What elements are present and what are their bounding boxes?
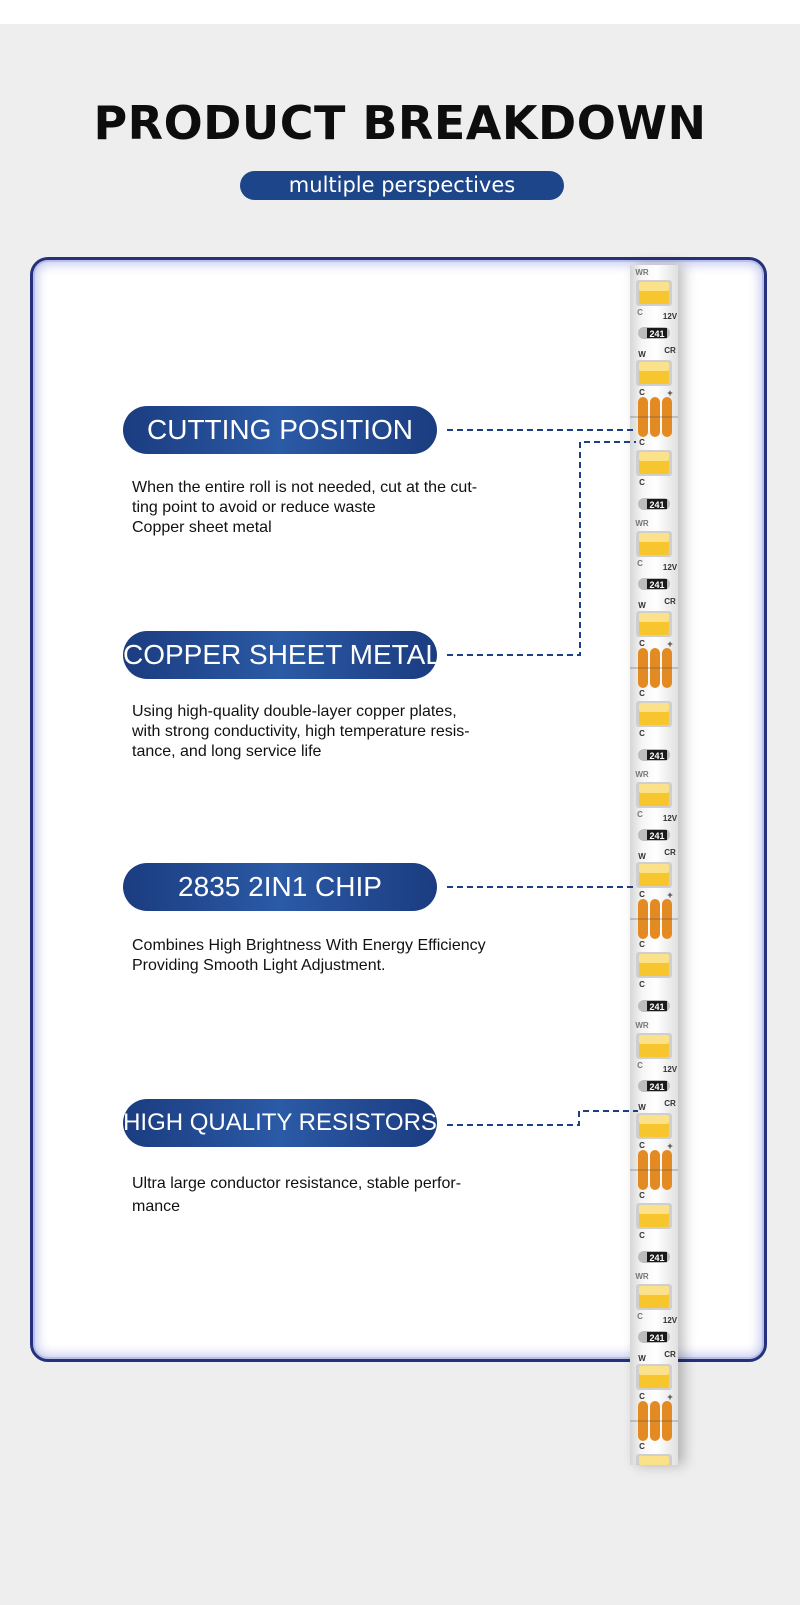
description-line: Ultra large conductor resistance, stable perfor- [132,1175,462,1192]
strip-label: C [637,1061,643,1070]
strip-label: C [639,1392,645,1401]
strip-label: + [667,1141,673,1151]
description-line: mance [132,1198,181,1215]
strip-label: C [639,1191,645,1200]
strip-label: WR [635,1021,649,1030]
strip-label: CR [664,597,676,606]
resistor-code: 241 [649,751,665,761]
description-line: When the entire roll is not needed, cut at the cut- [132,479,478,496]
strip-label: C [639,438,645,447]
resistor-code: 241 [649,1082,665,1092]
strip-label: C [639,940,645,949]
strip-label: C [637,559,643,568]
voltage-label: 12V [662,312,678,321]
resistors-badge: HIGH QUALITY RESISTORS [123,1099,437,1147]
resistor-code: 241 [649,500,665,510]
strip-label: + [667,1392,673,1402]
chip-badge: 2835 2IN1 CHIP [123,863,437,911]
strip-label: C [639,689,645,698]
connector-resistor [447,1111,638,1125]
description-line: ting point to avoid or reduce waste [132,499,376,516]
description-line: with strong conductivity, high temperature resis- [132,723,470,740]
strip-label: C [637,308,643,317]
strip-label: WR [635,268,649,277]
strip-label: C [639,1231,645,1240]
resistor-code: 241 [649,1002,665,1012]
strip-label: W [638,1354,646,1363]
strip-label: CR [664,1099,676,1108]
strip-label: W [638,852,646,861]
strip-label: + [667,639,673,649]
voltage-label: 12V [662,563,678,572]
resistor-code: 241 [649,580,665,590]
voltage-label: 12V [662,1065,678,1074]
voltage-label: 12V [662,1316,678,1325]
resistor-code: 241 [649,329,665,339]
cutting-position-badge: CUTTING POSITION [123,406,437,454]
description-line: Providing Smooth Light Adjustment. [132,957,386,974]
strip-label: W [638,1103,646,1112]
description-line: tance, and long service life [132,743,322,760]
strip-label: C [637,810,643,819]
strip-label: C [639,388,645,397]
strip-label: CR [664,848,676,857]
strip-label: C [639,729,645,738]
strip-label: + [667,890,673,900]
copper-sheet-metal-badge: COPPER SHEET METAL [123,631,437,679]
resistor-code: 241 [649,1333,665,1343]
strip-label: C [639,1141,645,1150]
description-line: Copper sheet metal [132,519,272,536]
strip-label: C [639,478,645,487]
strip-label: + [667,388,673,398]
resistor-code: 241 [649,1253,665,1263]
strip-label: C [639,890,645,899]
subtitle-badge: multiple perspectives [240,171,564,200]
page-title: PRODUCT BREAKDOWN [93,96,707,150]
strip-label: C [639,1442,645,1451]
strip-label: WR [635,770,649,779]
strip-label: C [637,1312,643,1321]
strip-label: CR [664,1350,676,1359]
description-line: Using high-quality double-layer copper plates, [132,703,457,720]
strip-label: WR [635,519,649,528]
connector-copper [447,442,636,655]
resistor-code: 241 [649,831,665,841]
strip-label: W [638,601,646,610]
strip-label: C [639,639,645,648]
description-line: Combines High Brightness With Energy Efficiency [132,937,486,954]
strip-label: CR [664,346,676,355]
voltage-label: 12V [662,814,678,823]
strip-label: WR [635,1272,649,1281]
strip-label: W [638,350,646,359]
strip-label: C [639,980,645,989]
